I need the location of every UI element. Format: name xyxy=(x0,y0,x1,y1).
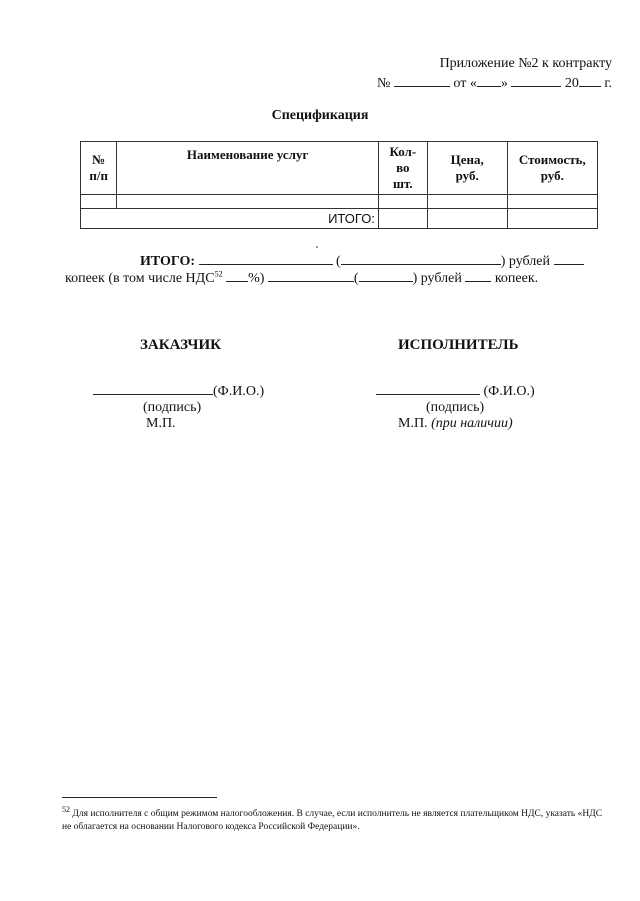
contractor-signature-line xyxy=(376,382,535,400)
table-cell[interactable] xyxy=(507,209,597,229)
table-cell[interactable] xyxy=(81,195,117,209)
table-cell[interactable] xyxy=(427,209,507,229)
vat-line: копеек (в том числе НДС$^{52}$ %) ( ) рублей копеек. xyxy=(65,269,539,286)
vat-words-blank xyxy=(359,269,413,282)
vat-percent-blank xyxy=(226,269,248,282)
col-header-qty: Кол- во шт. xyxy=(378,142,427,195)
contractor-stamp-label: М.П. xyxy=(398,416,428,431)
col-header-cost: Стоимость, руб. xyxy=(507,142,597,195)
page-title: Спецификация xyxy=(271,108,369,123)
col-header-name: Наименование услуг xyxy=(117,142,379,195)
contractor-stamp-line xyxy=(398,416,513,432)
vat-kopecks-label: копеек. xyxy=(494,271,539,286)
table-header-row xyxy=(81,142,598,195)
kopecks-blank xyxy=(554,252,584,265)
table-total-label: ИТОГО: xyxy=(81,209,379,229)
number-label: № xyxy=(377,76,391,91)
rubles-label: рублей xyxy=(508,254,550,269)
contractor-signature-label: (подпись) xyxy=(426,400,485,415)
customer-signature-label: (подпись) xyxy=(143,400,202,415)
footnote-text: Для исполнителя с общим режимом налогообложения. В случае, если исполнитель не является плательщиком НДС, указать «НДС не облагается на основании Налогового кодекса Российской Федерации». xyxy=(62,809,603,833)
vat-rubles-label: рублей xyxy=(420,271,462,286)
year-label: 20 xyxy=(564,76,579,91)
customer-role: ЗАКАЗЧИК xyxy=(140,337,221,353)
vat-label: копеек (в том числе НДС xyxy=(65,271,215,286)
date-label: от « xyxy=(453,76,477,91)
table-cell[interactable] xyxy=(507,195,597,209)
percent-label: %) xyxy=(248,271,265,286)
customer-signature-line xyxy=(93,382,264,400)
total-label: ИТОГО: xyxy=(140,254,196,269)
date-close-quote: » xyxy=(500,76,508,91)
table-row xyxy=(81,195,598,209)
number-blank xyxy=(394,74,450,87)
month-blank xyxy=(511,74,561,87)
contractor-stamp-note: (при наличии) xyxy=(431,416,513,431)
year-blank xyxy=(579,74,601,87)
table-cell[interactable] xyxy=(378,209,427,229)
table-cell[interactable] xyxy=(427,195,507,209)
table-total-row xyxy=(81,209,598,229)
contractor-signature-blank[interactable] xyxy=(376,382,480,395)
total-amount-line: ИТОГО: ( ) рублей xyxy=(140,252,584,270)
footnote xyxy=(62,803,610,834)
total-words-blank xyxy=(341,252,501,265)
day-blank xyxy=(477,74,501,87)
contract-number-line xyxy=(377,74,612,92)
total-amount-blank xyxy=(199,252,333,265)
vat-kopecks-blank xyxy=(465,269,491,282)
footnote-mark: 52 xyxy=(62,805,70,814)
vat-amount-blank xyxy=(268,269,354,282)
contractor-role: ИСПОЛНИТЕЛЬ xyxy=(398,337,519,353)
col-header-number: № п/п xyxy=(81,142,117,195)
table-cell[interactable] xyxy=(117,195,379,209)
scan-speck xyxy=(316,246,318,248)
customer-signature-blank[interactable] xyxy=(93,382,213,395)
footnote-ref: 52 xyxy=(214,269,223,279)
year-suffix: г. xyxy=(604,76,612,91)
contractor-fio-label: (Ф.И.О.) xyxy=(483,384,535,399)
customer-stamp-label: М.П. xyxy=(146,416,176,431)
col-header-price: Цена, руб. xyxy=(427,142,507,195)
customer-fio-label: (Ф.И.О.) xyxy=(213,384,265,399)
appendix-heading: Приложение №2 к контракту xyxy=(439,56,612,71)
footnote-divider xyxy=(62,797,217,798)
specification-table xyxy=(80,141,598,229)
table-cell[interactable] xyxy=(378,195,427,209)
